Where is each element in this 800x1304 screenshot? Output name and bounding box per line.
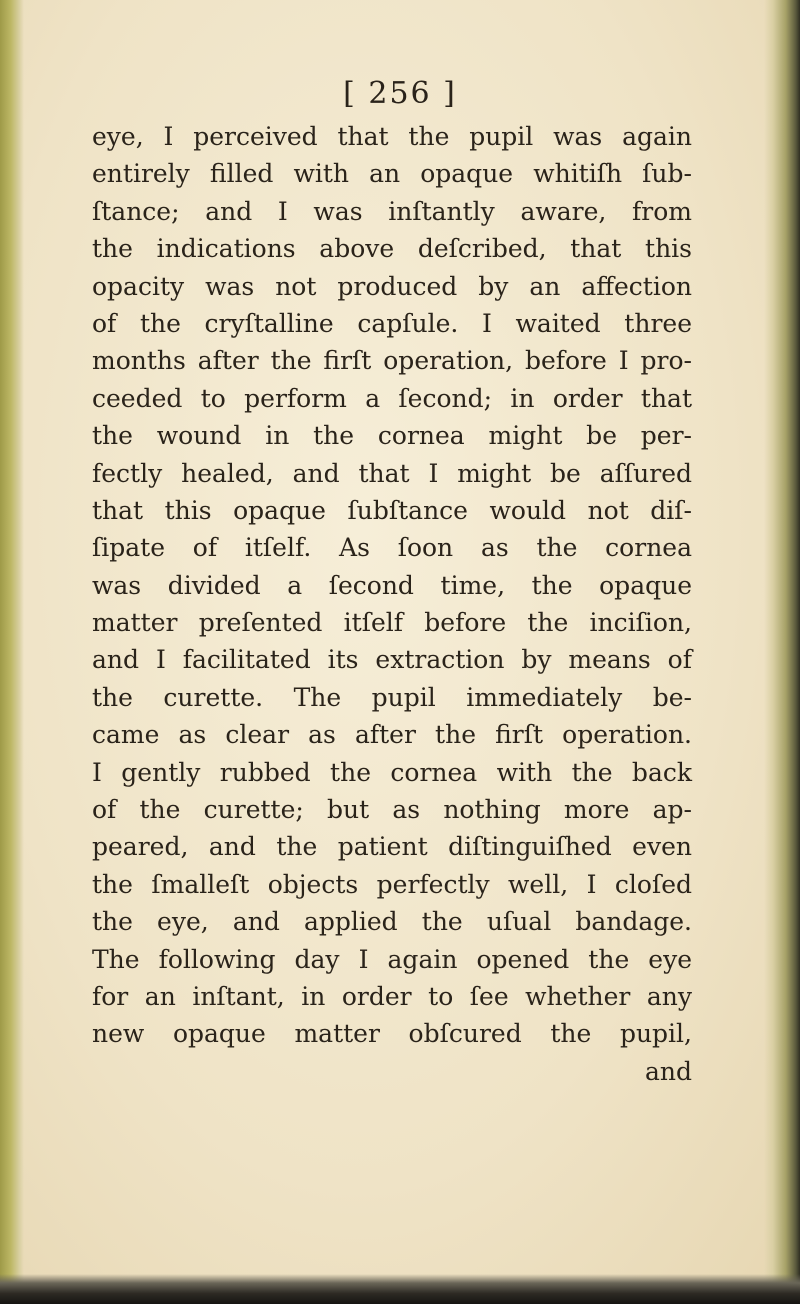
text-line: that this opaque ſubſtance would not diſ- — [92, 495, 692, 525]
text-line: the wound in the cornea might be per- — [92, 421, 692, 451]
text-line: I gently rubbed the cornea with the back — [92, 757, 692, 787]
text-line: matter preſented itſelf before the inciſion, — [92, 608, 692, 638]
text-line: ſtance; and I was inſtantly aware, from — [92, 196, 692, 226]
text-line: the eye, and applied the uſual bandage. — [92, 907, 692, 937]
body-text — [92, 118, 692, 1090]
text-line: entirely filled with an opaque whitiſh ſub- — [92, 159, 692, 189]
page-number-header: [ 256 ] — [343, 76, 457, 111]
page-right-edge — [764, 0, 800, 1304]
text-line: ſipate of itſelf. As ſoon as the cornea — [92, 533, 692, 563]
text-line: was divided a ſecond time, the opaque — [92, 570, 692, 600]
text-line: for an inſtant, in order to ſee whether any — [92, 981, 692, 1011]
text-line: months after the firſt operation, before I pro- — [92, 346, 692, 376]
text-line: came as clear as after the firſt operation. — [92, 720, 692, 750]
text-line: opacity was not produced by an affection — [92, 271, 692, 301]
text-line: fectly healed, and that I might be aſſured — [92, 458, 692, 488]
text-line: and I facilitated its extraction by means of — [92, 645, 692, 675]
text-line: of the cryſtalline capſule. I waited three — [92, 308, 692, 338]
text-line: of the curette; but as nothing more ap- — [92, 795, 692, 825]
page-left-edge — [0, 0, 24, 1304]
text-line: eye, I perceived that the pupil was again — [92, 122, 692, 151]
text-line: ceeded to perform a ſecond; in order that — [92, 383, 692, 413]
catchword: and — [644, 1056, 692, 1086]
text-line: the curette. The pupil immediately be- — [92, 682, 692, 712]
text-line: peared, and the patient diſtinguiſhed even — [92, 832, 692, 862]
text-line: new opaque matter obſcured the pupil, — [92, 1019, 692, 1049]
text-line: the indications above deſcribed, that this — [92, 234, 692, 264]
text-line: the ſmalleſt objects perfectly well, I cloſed — [92, 869, 692, 899]
text-line: The following day I again opened the eye — [92, 944, 692, 974]
page-bottom-edge — [0, 1274, 800, 1304]
